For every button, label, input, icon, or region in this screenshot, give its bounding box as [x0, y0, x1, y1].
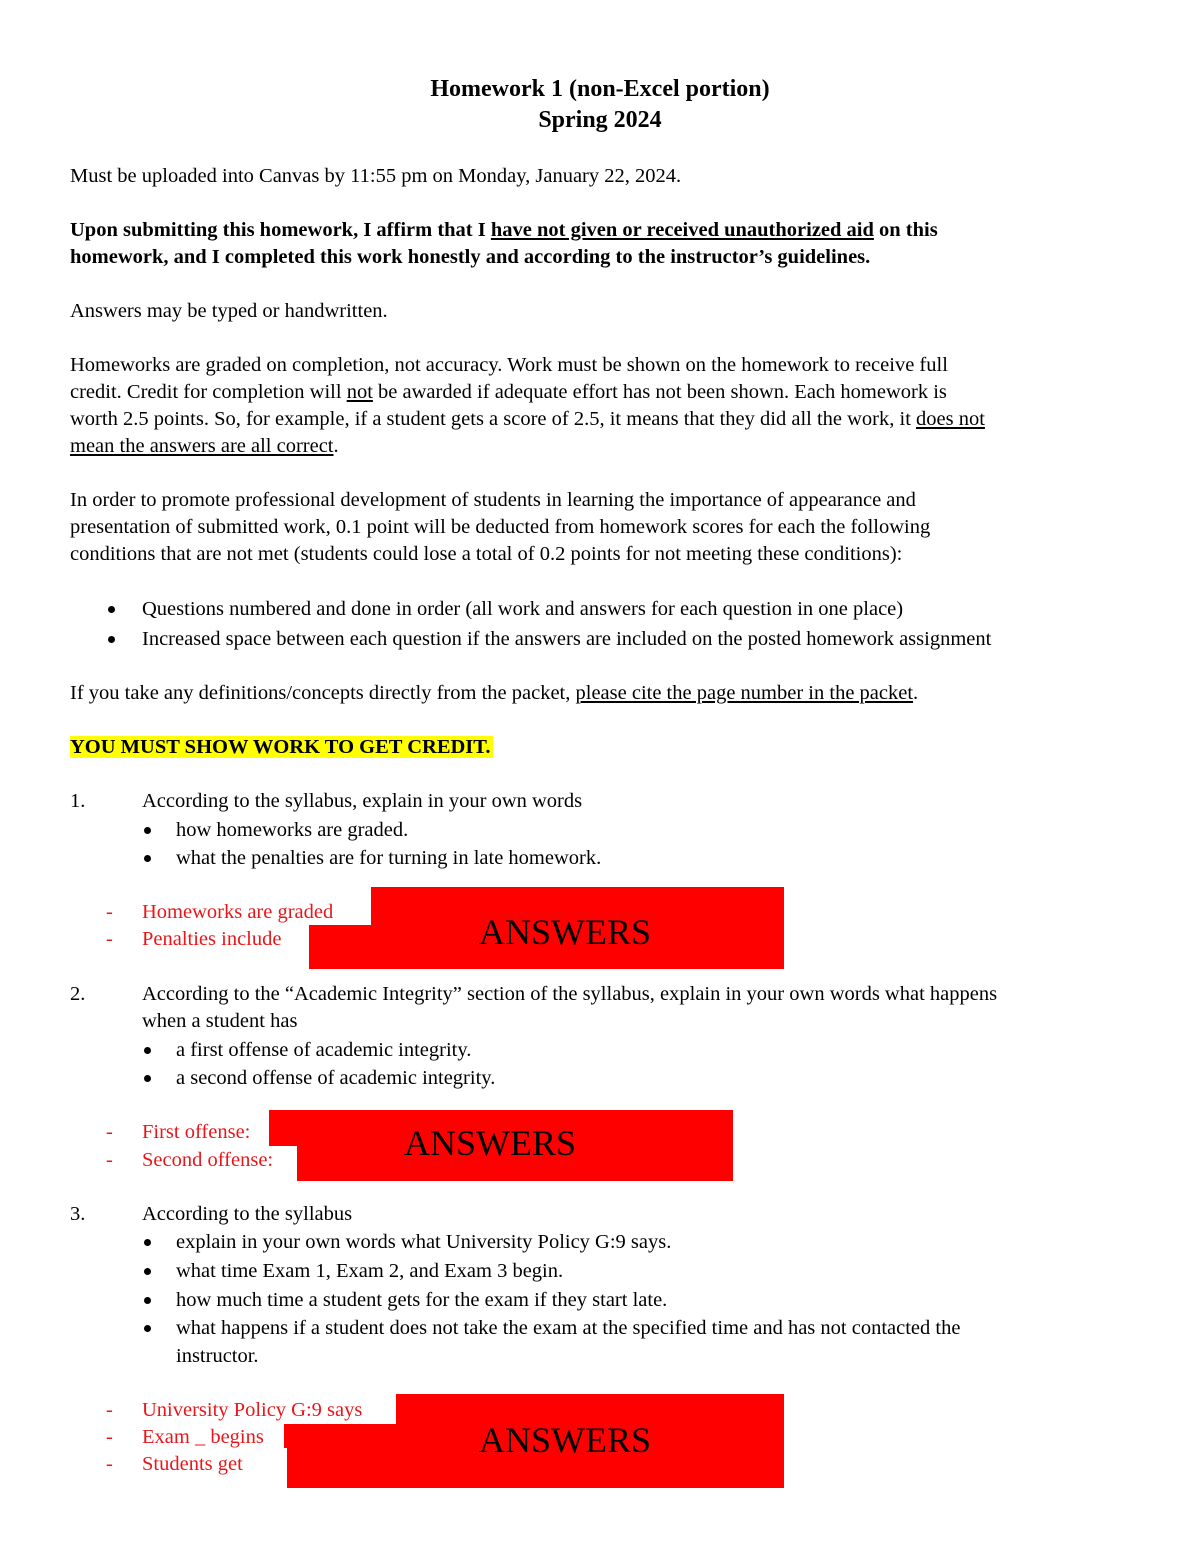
- question-2-answer-2: Second offense:: [142, 1149, 274, 1171]
- question-1-text: According to the syllabus, explain in your own words: [142, 790, 583, 812]
- grading-text: credit. Credit for completion will: [70, 381, 347, 403]
- bullet-dot-icon: [144, 1297, 151, 1304]
- answer-dash: -: [106, 901, 113, 923]
- bullet-dot-icon: [144, 1268, 151, 1275]
- bullet-text: Increased space between each question if the answers are included on the posted homework assignment: [142, 628, 992, 650]
- show-work-highlight: YOU MUST SHOW WORK TO GET CREDIT.: [70, 736, 491, 758]
- bullet-text: a second offense of academic integrity.: [176, 1067, 496, 1089]
- question-2-text-line-2: when a student has: [142, 1010, 298, 1032]
- question-2-number: 2.: [70, 983, 86, 1005]
- grading-underlined: mean the answers are all correct: [70, 435, 334, 457]
- question-1-answer-2: Penalties include: [142, 928, 282, 950]
- bullet-text: what happens if a student does not take the exam at the specified time and has not contacted the: [176, 1317, 961, 1339]
- affirmation-underlined: have not given or received unauthorized aid: [490, 219, 874, 241]
- question-2-text-line-1: According to the “Academic Integrity” section of the syllabus, explain in your own words what happens: [142, 983, 998, 1005]
- question-1-answer-1: Homeworks are graded: [142, 901, 334, 923]
- redaction-label: ANSWERS: [479, 912, 652, 952]
- bullet-dot-icon: [144, 1047, 151, 1054]
- affirmation-line-1: [70, 217, 1150, 244]
- redaction-label: ANSWERS: [404, 1123, 577, 1163]
- affirmation-line-2: homework, and I completed this work honestly and according to the instructor’s guidelines.: [70, 246, 871, 268]
- bullet-text: how homeworks are graded.: [176, 819, 409, 841]
- deadline-text: Must be uploaded into Canvas by 11:55 pm on Monday, January 22, 2024.: [70, 165, 682, 187]
- cite-line: [70, 680, 1150, 707]
- question-3-answer-2: Exam _ begins: [142, 1426, 264, 1448]
- bullet-dot-icon: [144, 1325, 151, 1332]
- question-1-number: 1.: [70, 790, 86, 812]
- presentation-line-1: In order to promote professional development of students in learning the importance of appearance and: [70, 489, 916, 511]
- question-2-answer-1: First offense:: [142, 1121, 251, 1143]
- answer-dash: -: [106, 1399, 113, 1421]
- grading-line-1: Homeworks are graded on completion, not accuracy. Work must be shown on the homework to receive full: [70, 354, 948, 376]
- answer-dash: -: [106, 1121, 113, 1143]
- bullet-dot-icon: [144, 855, 151, 862]
- redaction-label: ANSWERS: [479, 1420, 652, 1460]
- question-3-text: According to the syllabus: [142, 1203, 353, 1225]
- affirmation-text: Upon submitting this homework, I affirm that I: [70, 219, 491, 241]
- grading-line-2: [70, 379, 1150, 406]
- bullet-text: how much time a student gets for the exam if they start late.: [176, 1289, 668, 1311]
- bullet-dot-icon: [108, 606, 115, 613]
- bullet-text: Questions numbered and done in order (all work and answers for each question in one place): [142, 598, 904, 620]
- cite-text: If you take any definitions/concepts directly from the packet,: [70, 682, 576, 704]
- answer-dash: -: [106, 928, 113, 950]
- bullet-dot-icon: [144, 1075, 151, 1082]
- bullet-text: a first offense of academic integrity.: [176, 1039, 472, 1061]
- answer-dash: -: [106, 1149, 113, 1171]
- presentation-line-3: conditions that are not met (students could lose a total of 0.2 points for not meeting these conditions):: [70, 543, 903, 565]
- grading-line-3: [70, 406, 1150, 433]
- question-3-answer-3: Students get: [142, 1453, 243, 1475]
- grading-text: be awarded if adequate effort has not been shown. Each homework is: [372, 381, 947, 403]
- grading-underlined: not: [346, 381, 373, 403]
- grading-text: .: [333, 435, 339, 457]
- bullet-text: explain in your own words what University Policy G:9 says.: [176, 1231, 672, 1253]
- grading-line-4: [70, 433, 1150, 460]
- grading-underlined: does not: [916, 408, 985, 430]
- bullet-dot-icon: [144, 1239, 151, 1246]
- document-title: Homework 1 (non-Excel portion): [430, 76, 770, 102]
- cite-text: .: [913, 682, 919, 704]
- answers-note: Answers may be typed or handwritten.: [70, 300, 388, 322]
- question-3-number: 3.: [70, 1203, 86, 1225]
- affirmation-text-end: on this: [873, 219, 938, 241]
- grading-text: worth 2.5 points. So, for example, if a student gets a score of 2.5, it means that they did all the work, it: [70, 408, 917, 430]
- presentation-line-2: presentation of submitted work, 0.1 point will be deducted from homework scores for each the following: [70, 516, 931, 538]
- bullet-dot-icon: [108, 636, 115, 643]
- cite-underlined: please cite the page number in the packet: [575, 682, 914, 704]
- bullet-text: what time Exam 1, Exam 2, and Exam 3 begin.: [176, 1260, 564, 1282]
- question-3-answer-1: University Policy G:9 says: [142, 1399, 363, 1421]
- bullet-dot-icon: [144, 827, 151, 834]
- answer-dash: -: [106, 1426, 113, 1448]
- answer-dash: -: [106, 1453, 113, 1475]
- show-work-line: [70, 734, 1150, 761]
- document-subtitle: Spring 2024: [538, 107, 662, 133]
- question-3-bullet-continuation: instructor.: [176, 1345, 259, 1367]
- bullet-text: what the penalties are for turning in late homework.: [176, 847, 602, 869]
